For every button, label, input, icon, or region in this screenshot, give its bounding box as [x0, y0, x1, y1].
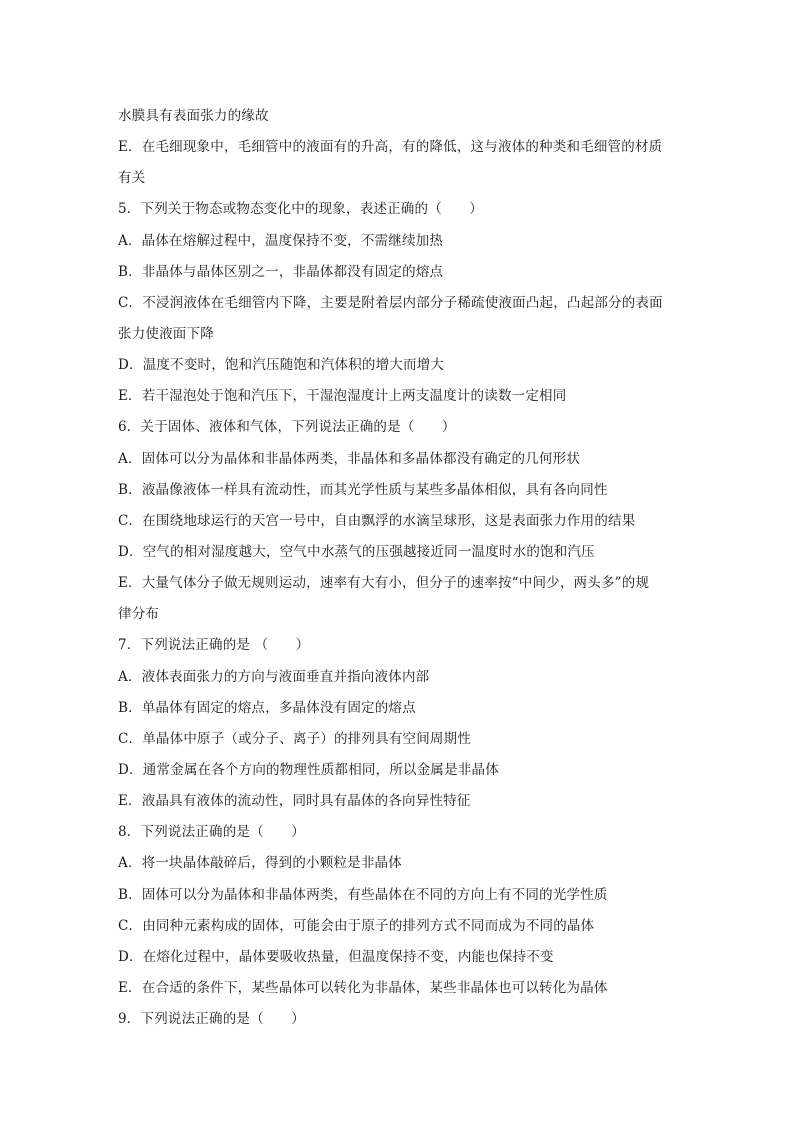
option-line: A．晶体在熔解过程中，温度保持不变，不需继续加热: [118, 232, 444, 249]
question-stem: 7．下列说法正确的是 （ ）: [118, 637, 310, 654]
question-stem: 5．下列关于物态或物态变化中的现象，表述正确的（ ）: [118, 201, 483, 218]
question-stem: 9．下列说法正确的是（ ）: [118, 1011, 305, 1028]
option-line: E．液晶具有液体的流动性，同时具有晶体的各向异性特征: [118, 793, 471, 810]
option-line: B．固体可以分为晶体和非晶体两类，有些晶体在不同的方向上有不同的光学性质: [118, 886, 608, 903]
option-line: A．液体表面张力的方向与液面垂直并指向液体内部: [118, 668, 430, 685]
option-line: B．单晶体有固定的熔点，多晶体没有固定的熔点: [118, 699, 416, 716]
text-line: 律分布: [118, 606, 160, 623]
option-line: E．在合适的条件下，某些晶体可以转化为非晶体，某些非晶体也可以转化为晶体: [118, 979, 608, 996]
text-line: 有关: [118, 170, 146, 187]
option-line: C．由同种元素构成的固体，可能会由于原子的排列方式不同而成为不同的晶体: [118, 917, 595, 934]
option-line: A．固体可以分为晶体和非晶体两类，非晶体和多晶体都没有确定的几何形状: [118, 450, 581, 467]
option-line: B．液晶像液体一样具有流动性，而其光学性质与某些多晶体相似，具有各向同性: [118, 481, 608, 498]
document-body: [118, 101, 718, 1035]
text-line: E．在毛细现象中，毛细管中的液面有的升高，有的降低，这与液体的种类和毛细管的材质: [118, 139, 663, 156]
option-line: D．通常金属在各个方向的物理性质都相同，所以金属是非晶体: [118, 761, 499, 778]
option-line: C．在围绕地球运行的天宫一号中，自由飘浮的水滴呈球形，这是表面张力作用的结果: [118, 512, 636, 529]
text-line: 水膜具有表面张力的缘故: [118, 108, 269, 124]
option-line: C．不浸润液体在毛细管内下降，主要是附着层内部分子稀疏使液面凸起，凸起部分的表面: [118, 294, 663, 311]
option-line: E．大量气体分子做无规则运动，速率有大有小，但分子的速率按“中间少，两头多”的规: [118, 575, 650, 592]
option-line: E．若干湿泡处于饱和汽压下，干湿泡湿度计上两支温度计的读数一定相同: [118, 388, 567, 405]
option-line: B．非晶体与晶体区别之一，非晶体都没有固定的熔点: [118, 263, 444, 280]
option-line: D．在熔化过程中，晶体要吸收热量，但温度保持不变，内能也保持不变: [118, 948, 554, 965]
option-line: D．温度不变时，饱和汽压随饱和汽体积的增大而增大: [118, 357, 445, 374]
option-line: D．空气的相对湿度越大，空气中水蒸气的压强越接近同一温度时水的饱和汽压: [118, 543, 595, 560]
text-line: 张力使液面下降: [118, 325, 214, 342]
question-stem: 6．关于固体、液体和气体，下列说法正确的是（ ）: [118, 419, 456, 436]
option-line: C．单晶体中原子（或分子、离子）的排列具有空间周期性: [118, 730, 472, 747]
option-line: A．将一块晶体敲碎后，得到的小颗粒是非晶体: [118, 855, 402, 872]
question-stem: 8．下列说法正确的是（ ）: [118, 824, 305, 841]
